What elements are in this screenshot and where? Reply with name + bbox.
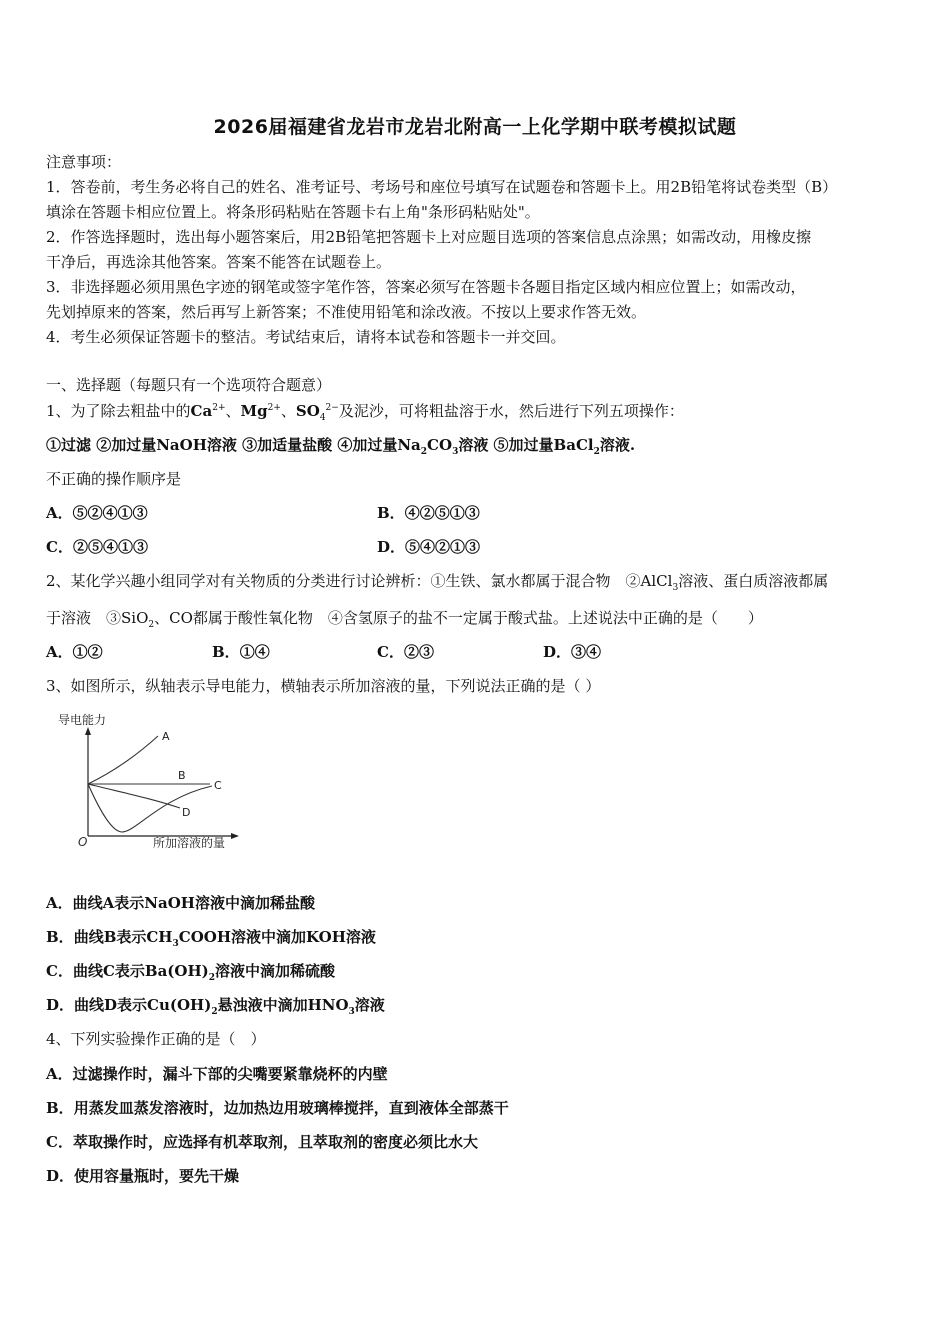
notice-heading: 注意事项：: [46, 153, 122, 171]
q2-option-b[interactable]: B．①④: [212, 643, 270, 661]
q1-option-a[interactable]: A．⑤②④①③: [46, 504, 148, 522]
q2-stem-line2: 于溶液 ③SiO$_2$、CO都属于酸性氧化物 ④含氢原子的盐不一定属于酸式盐。上述说法中正确的是（ ）: [46, 609, 763, 630]
q1-option-b[interactable]: B．④②⑤①③: [377, 504, 480, 522]
q2-option-d[interactable]: D．③④: [543, 643, 602, 661]
notice-line: 4．考生必须保证答题卡的整洁。考试结束后，请将本试卷和答题卡一并交回。: [46, 328, 566, 346]
q1-stem: 1、为了除去粗盐中的$Ca^{2+}$、$Mg^{2+}$、$SO_4^{2-}$及泥沙，可将粗盐溶于水，然后进行下列五项操作：: [46, 402, 684, 423]
q3-option-b[interactable]: B．曲线B表示$CH_3COOH$溶液中滴加KOH溶液: [46, 928, 376, 949]
x-axis-arrow: [231, 833, 239, 839]
q1-operations: ①过滤 ②加过量NaOH溶液 ③加适量盐酸 ④加过量$Na_2CO_3$溶液 ⑤加过量BaCl$_2$溶液.: [46, 436, 636, 457]
q4-option-b[interactable]: B．用蒸发皿蒸发溶液时，边加热边用玻璃棒搅拌，直到液体全部蒸干: [46, 1099, 509, 1117]
curve-d-label: D: [182, 806, 191, 819]
q1-option-c[interactable]: C．②⑤④①③: [46, 538, 148, 556]
notice-line: 先划掉原来的答案，然后再写上新答案；不准使用铅笔和涂改液。不按以上要求作答无效。: [46, 303, 647, 321]
q1-option-d[interactable]: D．⑤④②①③: [377, 538, 481, 556]
q2-stem-line1: 2、某化学兴趣小组同学对有关物质的分类进行讨论辨析：①生铁、氯水都属于混合物 ②AlCl$_3$溶液、蛋白质溶液都属: [46, 572, 829, 593]
curve-a-label: A: [162, 730, 170, 743]
notice-line: 1．答卷前，考生务必将自己的姓名、准考证号、考场号和座位号填写在试题卷和答题卡上。用2B铅笔将试卷类型（B）: [46, 178, 838, 196]
q3-option-c[interactable]: C．曲线C表示$Ba(OH)_2$溶液中滴加稀硫酸: [46, 962, 336, 983]
curve-a: [88, 736, 158, 784]
notice-line: 3．非选择题必须用黑色字迹的钢笔或签字笔作答，答案必须写在答题卡各题目指定区域内相应位置上；如需改动，: [46, 278, 806, 296]
section-heading: 一、选择题（每题只有一个选项符合题意）: [46, 376, 332, 394]
q3-option-d[interactable]: D．曲线D表示$Cu(OH)_2$悬浊液中滴加$HNO_3$溶液: [46, 996, 385, 1017]
q3-stem: 3、如图所示，纵轴表示导电能力，横轴表示所加溶液的量，下列说法正确的是（ ）: [46, 677, 601, 695]
curve-c-label: C: [214, 779, 222, 792]
q3-option-a[interactable]: A．曲线A表示NaOH溶液中滴加稀盐酸: [46, 894, 315, 912]
q4-option-a[interactable]: A．过滤操作时，漏斗下部的尖嘴要紧靠烧杯的内壁: [46, 1065, 388, 1083]
q4-option-c[interactable]: C．萃取操作时，应选择有机萃取剂，且萃取剂的密度必须比水大: [46, 1133, 478, 1151]
q4-stem: 4、下列实验操作正确的是（ ）: [46, 1030, 266, 1048]
curve-c: [88, 784, 212, 832]
q1-ask: 不正确的操作顺序是: [46, 470, 182, 488]
q2-option-a[interactable]: A．①②: [46, 643, 103, 661]
notice-line: 填涂在答题卡相应位置上。将条形码粘贴在答题卡右上角"条形码粘贴处"。: [46, 203, 540, 221]
graph-xlabel: 所加溶液的量: [153, 836, 226, 850]
graph-ylabel: 导电能力: [58, 713, 107, 727]
q2-option-c[interactable]: C．②③: [377, 643, 434, 661]
q4-option-d[interactable]: D．使用容量瓶时，要先干燥: [46, 1167, 240, 1185]
graph-origin: O: [78, 835, 88, 849]
curve-b-label: B: [178, 769, 186, 782]
page-title: 2026届福建省龙岩市龙岩北附高一上化学期中联考模拟试题: [213, 116, 737, 138]
notice-line: 2．作答选择题时，选出每小题答案后，用2B铅笔把答题卡上对应题目选项的答案信息点涂黑；如需改动，用橡皮擦: [46, 228, 812, 246]
notice-line: 干净后，再选涂其他答案。答案不能答在试题卷上。: [46, 253, 392, 271]
y-axis-arrow: [85, 727, 91, 735]
conductivity-graph: [50, 706, 250, 856]
